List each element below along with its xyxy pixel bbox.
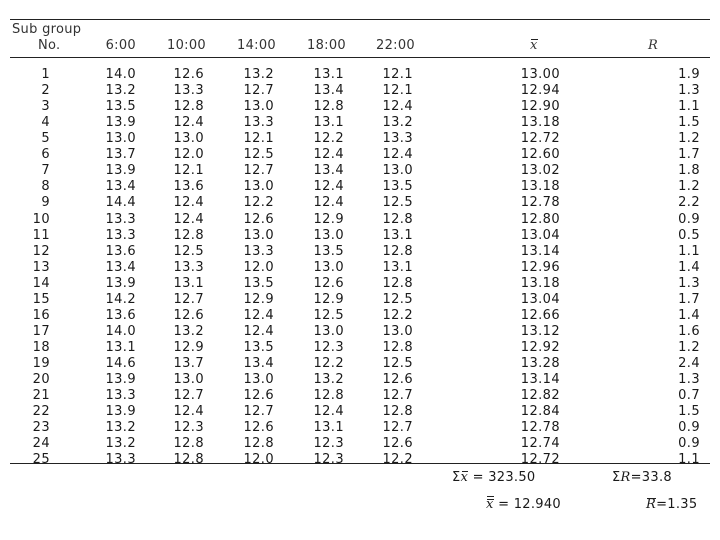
- range-value: 1.2: [678, 131, 700, 147]
- value-18-00: 12.3: [313, 339, 344, 355]
- range-value: 1.1: [678, 99, 700, 115]
- value-10-00: 12.9: [173, 339, 204, 355]
- value-22-00: 12.6: [382, 436, 413, 452]
- value-6-00: 14.0: [105, 323, 136, 339]
- subgroup-no: 20: [32, 371, 50, 387]
- subgroup-no: 4: [41, 115, 50, 131]
- range-value: 1.7: [678, 291, 700, 307]
- header-rule: [10, 57, 710, 58]
- time-header-3: 18:00: [307, 38, 346, 53]
- value-18-00: 12.6: [313, 275, 344, 291]
- value-22-00: 12.8: [382, 243, 413, 259]
- subgroup-no: 21: [32, 388, 50, 403]
- value-22-00: 13.0: [382, 323, 413, 339]
- table-row: [0, 420, 720, 435]
- table-row: [0, 212, 720, 227]
- range-value: 1.5: [678, 115, 700, 131]
- value-18-00: 13.2: [313, 371, 344, 387]
- value-10-00: 12.4: [173, 115, 204, 131]
- value-14-00: 12.6: [243, 388, 274, 403]
- xbar-value: 12.90: [520, 99, 560, 115]
- xbar-value: 13.14: [520, 243, 560, 259]
- value-22-00: 13.2: [382, 115, 413, 131]
- value-22-00: 12.5: [382, 195, 413, 211]
- xbar-value: 12.72: [520, 131, 560, 147]
- value-14-00: 13.0: [243, 227, 274, 243]
- value-6-00: 13.3: [105, 211, 136, 227]
- value-22-00: 13.5: [382, 179, 413, 195]
- sum-xbar: [452, 470, 536, 485]
- range-value: 1.9: [678, 67, 700, 82]
- range-value: 1.5: [678, 404, 700, 420]
- time-header-0: 6:00: [105, 38, 136, 53]
- value-6-00: 14.0: [105, 67, 136, 82]
- range-value: 1.3: [678, 83, 700, 98]
- sigma-symbol: Σ: [612, 470, 621, 485]
- subgroup-no: 13: [32, 259, 50, 275]
- sum-r-value: =33.8: [630, 470, 672, 485]
- table-row: [0, 452, 720, 467]
- value-6-00: 13.9: [105, 275, 136, 291]
- sum-xbar-value: = 323.50: [472, 470, 536, 485]
- range-value: 1.4: [678, 307, 700, 323]
- xbar-value: 12.78: [520, 420, 560, 436]
- value-6-00: 13.3: [105, 388, 136, 403]
- range-value: 1.2: [678, 339, 700, 355]
- table-row: [0, 195, 720, 210]
- value-22-00: 12.7: [382, 388, 413, 403]
- value-10-00: 12.8: [173, 227, 204, 243]
- value-6-00: 14.2: [105, 291, 136, 307]
- value-18-00: 13.1: [313, 420, 344, 436]
- time-header-4: 22:00: [376, 38, 415, 53]
- value-22-00: 13.1: [382, 227, 413, 243]
- value-22-00: 13.0: [382, 163, 413, 179]
- xbar-header: x: [530, 38, 538, 53]
- value-22-00: 12.1: [382, 83, 413, 98]
- value-6-00: 13.0: [105, 131, 136, 147]
- top-rule: [10, 19, 710, 20]
- value-14-00: 12.0: [243, 259, 274, 275]
- value-10-00: 12.0: [173, 147, 204, 163]
- value-18-00: 13.0: [313, 227, 344, 243]
- range-value: 0.9: [678, 420, 700, 436]
- table-row: [0, 244, 720, 259]
- value-6-00: 13.3: [105, 452, 136, 468]
- sum-range: [612, 470, 672, 485]
- xbar-value: 13.18: [520, 179, 560, 195]
- value-10-00: 13.0: [173, 131, 204, 147]
- subgroup-no: 22: [32, 404, 50, 420]
- value-10-00: 13.3: [173, 259, 204, 275]
- subgroup-header-line2: No.: [38, 38, 61, 53]
- value-14-00: 12.0: [243, 452, 274, 468]
- subgroup-no: 9: [41, 195, 50, 211]
- mean-r-value: =1.35: [656, 497, 698, 512]
- value-22-00: 12.4: [382, 147, 413, 163]
- value-10-00: 12.7: [173, 388, 204, 403]
- value-18-00: 12.4: [313, 195, 344, 211]
- sum-r-var: R: [620, 470, 631, 485]
- value-22-00: 12.8: [382, 275, 413, 291]
- grand-mean-var: x: [486, 497, 494, 512]
- table-row: [0, 131, 720, 146]
- value-14-00: 12.5: [243, 147, 274, 163]
- value-18-00: 12.4: [313, 147, 344, 163]
- table-row: [0, 340, 720, 355]
- value-22-00: 12.8: [382, 211, 413, 227]
- mean-range: [646, 497, 697, 512]
- value-22-00: 12.7: [382, 420, 413, 436]
- xbar-value: 13.00: [520, 67, 560, 82]
- value-18-00: 13.0: [313, 259, 344, 275]
- value-10-00: 13.0: [173, 371, 204, 387]
- value-6-00: 13.9: [105, 163, 136, 179]
- subgroup-no: 19: [32, 355, 50, 371]
- value-22-00: 13.3: [382, 131, 413, 147]
- value-6-00: 14.6: [105, 355, 136, 371]
- subgroup-no: 15: [32, 291, 50, 307]
- range-value: 1.6: [678, 323, 700, 339]
- range-value: 1.7: [678, 147, 700, 163]
- value-14-00: 12.4: [243, 323, 274, 339]
- xbar-value: 13.04: [520, 291, 560, 307]
- grand-mean: [486, 497, 561, 512]
- subgroup-no: 1: [41, 67, 50, 82]
- time-header-1: 10:00: [167, 38, 206, 53]
- value-14-00: 13.3: [243, 115, 274, 131]
- value-14-00: 13.5: [243, 339, 274, 355]
- value-14-00: 13.3: [243, 243, 274, 259]
- mean-r-var: R: [646, 497, 657, 512]
- subgroup-no: 6: [41, 147, 50, 163]
- value-6-00: 13.3: [105, 227, 136, 243]
- subgroup-no: 3: [41, 99, 50, 115]
- value-10-00: 13.7: [173, 355, 204, 371]
- table-row: [0, 179, 720, 194]
- value-14-00: 13.0: [243, 179, 274, 195]
- table-row: [0, 163, 720, 178]
- range-value: 1.1: [678, 243, 700, 259]
- subgroup-no: 10: [32, 211, 50, 227]
- value-18-00: 13.1: [313, 67, 344, 82]
- value-6-00: 13.2: [105, 436, 136, 452]
- table-row: [0, 388, 720, 403]
- table-row: [0, 260, 720, 275]
- value-18-00: 13.4: [313, 83, 344, 98]
- value-6-00: 13.9: [105, 371, 136, 387]
- value-10-00: 12.3: [173, 420, 204, 436]
- table-row: [0, 436, 720, 451]
- value-14-00: 12.6: [243, 211, 274, 227]
- value-14-00: 12.6: [243, 420, 274, 436]
- value-14-00: 13.5: [243, 275, 274, 291]
- value-10-00: 13.1: [173, 275, 204, 291]
- table-row: [0, 372, 720, 387]
- xbar-value: 13.28: [520, 355, 560, 371]
- value-10-00: 13.2: [173, 323, 204, 339]
- xbar-value: 13.14: [520, 371, 560, 387]
- value-18-00: 12.9: [313, 211, 344, 227]
- xbar-value: 12.84: [520, 404, 560, 420]
- subgroup-no: 5: [41, 131, 50, 147]
- range-value: 1.3: [678, 371, 700, 387]
- value-18-00: 12.2: [313, 131, 344, 147]
- value-14-00: 12.2: [243, 195, 274, 211]
- table-row: [0, 228, 720, 243]
- value-14-00: 12.8: [243, 436, 274, 452]
- value-18-00: 13.1: [313, 115, 344, 131]
- value-22-00: 12.5: [382, 355, 413, 371]
- range-value: 1.1: [678, 452, 700, 468]
- range-value: 1.4: [678, 259, 700, 275]
- value-10-00: 12.8: [173, 452, 204, 468]
- value-10-00: 12.7: [173, 291, 204, 307]
- value-6-00: 13.9: [105, 404, 136, 420]
- value-22-00: 12.5: [382, 291, 413, 307]
- value-14-00: 13.2: [243, 67, 274, 82]
- value-14-00: 12.7: [243, 83, 274, 98]
- subgroup-no: 24: [32, 436, 50, 452]
- value-6-00: 13.2: [105, 83, 136, 98]
- subgroup-no: 16: [32, 307, 50, 323]
- range-header: R: [648, 38, 659, 53]
- value-14-00: 12.9: [243, 291, 274, 307]
- xbar-value: 13.12: [520, 323, 560, 339]
- subgroup-no: 12: [32, 243, 50, 259]
- sum-xbar-var: x: [460, 470, 469, 485]
- table-row: [0, 356, 720, 371]
- value-10-00: 12.4: [173, 195, 204, 211]
- value-18-00: 12.4: [313, 179, 344, 195]
- range-value: 2.2: [678, 195, 700, 211]
- value-14-00: 13.4: [243, 355, 274, 371]
- value-22-00: 12.8: [382, 404, 413, 420]
- value-10-00: 12.6: [173, 67, 204, 82]
- xbar-value: 13.18: [520, 115, 560, 131]
- value-18-00: 12.9: [313, 291, 344, 307]
- table-row: [0, 404, 720, 419]
- value-18-00: 12.2: [313, 355, 344, 371]
- xbar-value: 12.82: [520, 388, 560, 403]
- xbar-value: 12.72: [520, 452, 560, 468]
- value-10-00: 13.6: [173, 179, 204, 195]
- value-14-00: 12.1: [243, 131, 274, 147]
- subgroup-no: 11: [32, 227, 50, 243]
- xbar-value: 12.60: [520, 147, 560, 163]
- value-18-00: 13.4: [313, 163, 344, 179]
- range-value: 0.9: [678, 436, 700, 452]
- xbar-value: 13.04: [520, 227, 560, 243]
- xbar-value: 12.96: [520, 259, 560, 275]
- subgroup-no: 23: [32, 420, 50, 436]
- value-22-00: 12.2: [382, 452, 413, 468]
- value-14-00: 13.0: [243, 99, 274, 115]
- xbar-value: 12.92: [520, 339, 560, 355]
- range-value: 1.2: [678, 179, 700, 195]
- value-18-00: 12.4: [313, 404, 344, 420]
- subgroup-no: 18: [32, 339, 50, 355]
- value-18-00: 12.3: [313, 452, 344, 468]
- value-18-00: 13.0: [313, 323, 344, 339]
- value-6-00: 13.2: [105, 420, 136, 436]
- subgroup-no: 25: [32, 452, 50, 468]
- subgroup-no: 7: [41, 163, 50, 179]
- table-row: [0, 83, 720, 98]
- range-value: 1.3: [678, 275, 700, 291]
- value-14-00: 13.0: [243, 371, 274, 387]
- value-10-00: 12.6: [173, 307, 204, 323]
- range-value: 0.7: [678, 388, 700, 403]
- bottom-rule: [10, 463, 710, 464]
- value-18-00: 12.5: [313, 307, 344, 323]
- value-14-00: 12.7: [243, 404, 274, 420]
- value-22-00: 12.1: [382, 67, 413, 82]
- value-6-00: 13.7: [105, 147, 136, 163]
- xbar-value: 12.80: [520, 211, 560, 227]
- table-row: [0, 292, 720, 307]
- table-row: [0, 308, 720, 323]
- value-6-00: 13.1: [105, 339, 136, 355]
- value-6-00: 13.4: [105, 259, 136, 275]
- table-row: [0, 99, 720, 114]
- value-6-00: 14.4: [105, 195, 136, 211]
- xbar-value: 13.02: [520, 163, 560, 179]
- value-10-00: 12.4: [173, 404, 204, 420]
- range-value: 0.5: [678, 227, 700, 243]
- range-value: 1.8: [678, 163, 700, 179]
- value-22-00: 12.2: [382, 307, 413, 323]
- sigma-symbol: Σ: [452, 470, 461, 485]
- value-22-00: 13.1: [382, 259, 413, 275]
- value-22-00: 12.8: [382, 339, 413, 355]
- value-10-00: 12.4: [173, 211, 204, 227]
- value-22-00: 12.6: [382, 371, 413, 387]
- value-22-00: 12.4: [382, 99, 413, 115]
- value-6-00: 13.6: [105, 307, 136, 323]
- value-10-00: 13.3: [173, 83, 204, 98]
- subgroup-no: 17: [32, 323, 50, 339]
- value-6-00: 13.5: [105, 99, 136, 115]
- range-value: 2.4: [678, 355, 700, 371]
- subgroup-no: 14: [32, 275, 50, 291]
- range-value: 0.9: [678, 211, 700, 227]
- value-18-00: 12.3: [313, 436, 344, 452]
- table-row: [0, 276, 720, 291]
- xbar-value: 12.66: [520, 307, 560, 323]
- value-18-00: 12.8: [313, 388, 344, 403]
- value-10-00: 12.8: [173, 99, 204, 115]
- xbar-value: 13.18: [520, 275, 560, 291]
- subgroup-header-line1: Sub group: [12, 22, 82, 37]
- xbar-value: 12.74: [520, 436, 560, 452]
- table-row: [0, 67, 720, 82]
- value-6-00: 13.6: [105, 243, 136, 259]
- value-18-00: 12.8: [313, 99, 344, 115]
- value-18-00: 13.5: [313, 243, 344, 259]
- value-10-00: 12.1: [173, 163, 204, 179]
- subgroup-no: 2: [41, 83, 50, 98]
- table-row: [0, 115, 720, 130]
- value-14-00: 12.4: [243, 307, 274, 323]
- table-row: [0, 147, 720, 162]
- value-10-00: 12.5: [173, 243, 204, 259]
- value-14-00: 12.7: [243, 163, 274, 179]
- value-10-00: 12.8: [173, 436, 204, 452]
- value-6-00: 13.4: [105, 179, 136, 195]
- time-header-2: 14:00: [237, 38, 276, 53]
- subgroup-no: 8: [41, 179, 50, 195]
- value-6-00: 13.9: [105, 115, 136, 131]
- xbar-value: 12.94: [520, 83, 560, 98]
- table-row: [0, 324, 720, 339]
- xbar-value: 12.78: [520, 195, 560, 211]
- grand-mean-value: = 12.940: [498, 497, 561, 512]
